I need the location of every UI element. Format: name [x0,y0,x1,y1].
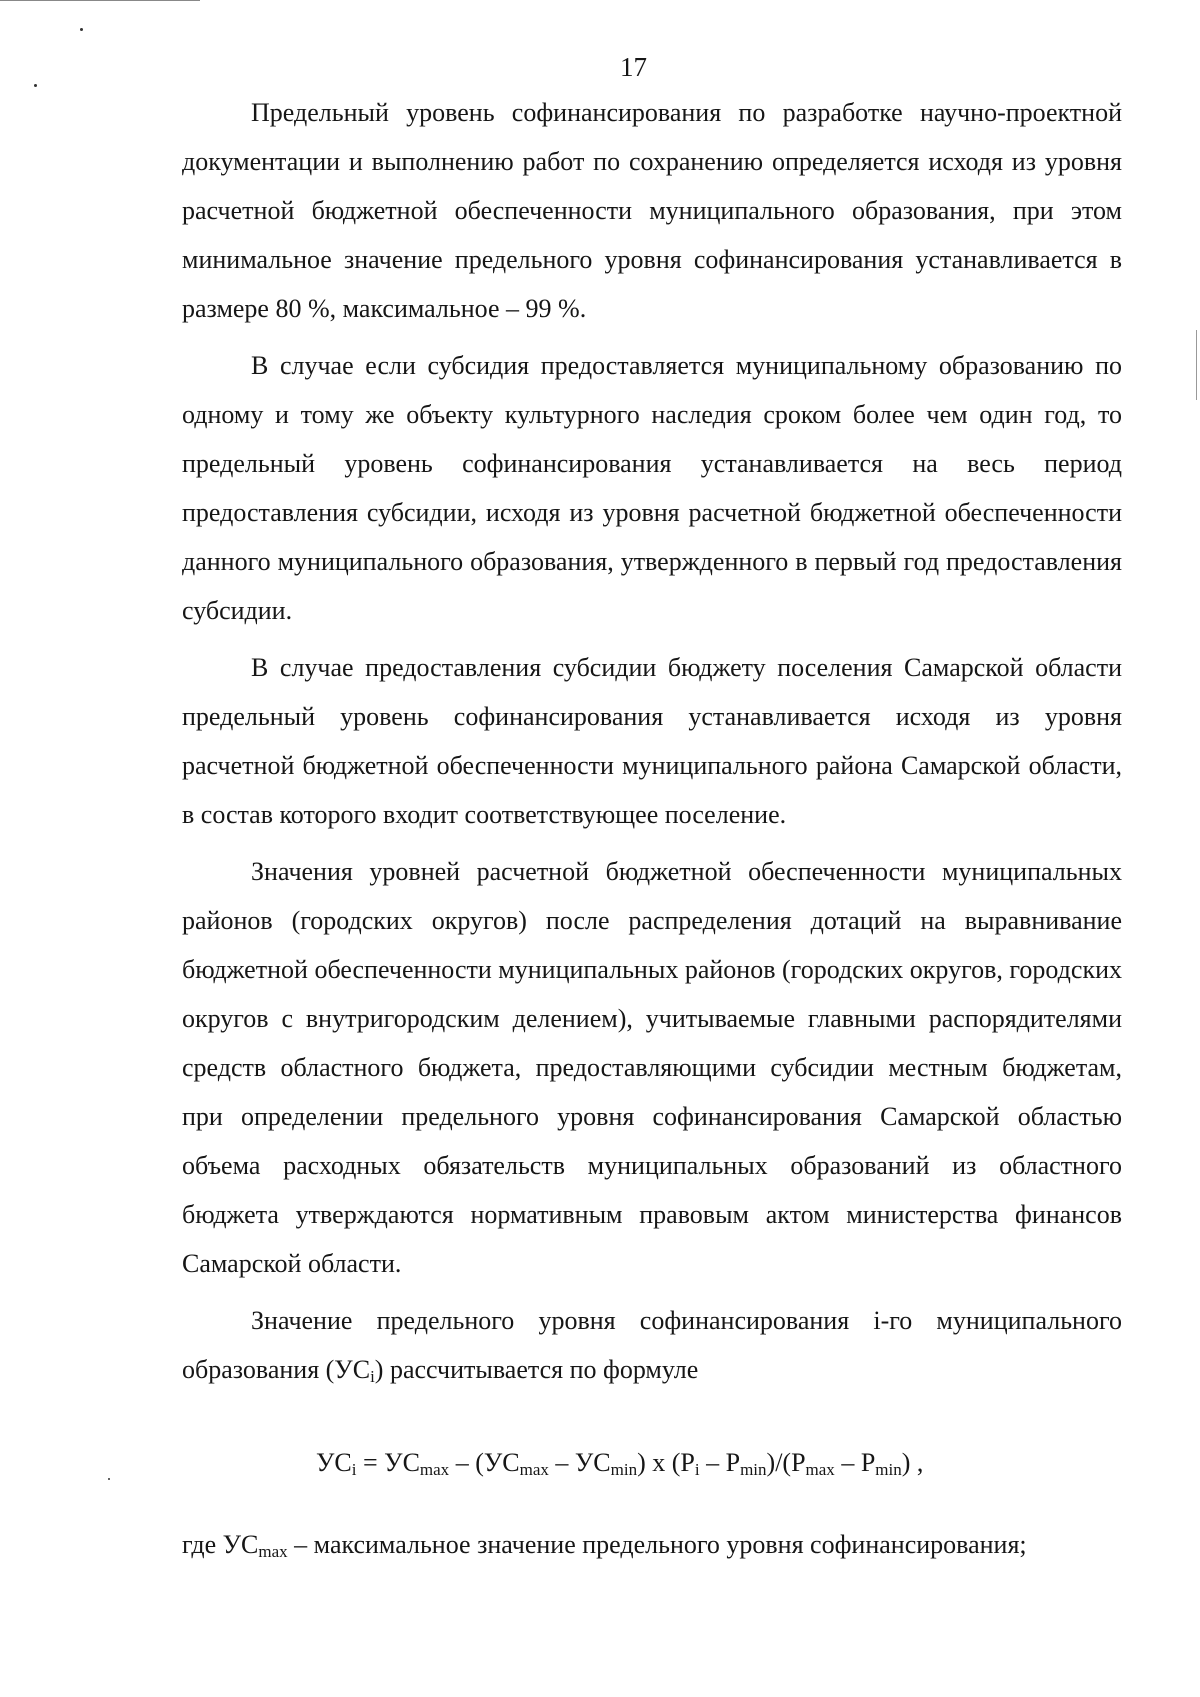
formula-subscript: max [805,1460,835,1479]
formula-term: УС [316,1448,352,1477]
scan-edge-line [0,0,200,1]
formula-subscript: min [740,1460,767,1479]
paragraph-budget-provision-values: Значения уровней расчетной бюджетной обеспеченности муниципальных районов (городских округов) после распределения дотаций на выравнивание бюджетной обеспеченности муниципальных районов (городских округов, городских округов с внутригородским делением), учитываемые главными распорядителями средств областного бюджета, предоставляющими субсидии местным бюджетам, при определении предельного уровня софинансирования Самарской областью объема расходных обязательств муниципальных образований из областного бюджета утверждаются нормативным правовым актом министерства финансов Самарской области. [182,857,1122,1278]
formula-term: ) x (P [637,1448,695,1477]
formula-intro-subscript: i [370,1367,375,1386]
definition-text: – максимальное значение предельного уровня софинансирования; [287,1530,1027,1559]
definition-prefix: где УС [182,1530,259,1559]
formula-term: – УС [548,1448,611,1477]
formula-term: ) , [901,1448,924,1477]
formula-definition [182,1525,1027,1565]
formula-subscript: i [694,1460,700,1479]
paragraph-formula-intro [182,1296,1122,1394]
cofinancing-formula [316,1443,923,1483]
formula-subscript: min [610,1460,638,1479]
formula-term: – (УС [449,1448,520,1477]
formula-intro-text-end: ) рассчитывается по формуле [374,1355,699,1384]
paragraph-cofinancing-limit: Предельный уровень софинансирования по разработке научно-проектной документации и выполнению работ по сохранению определяется исходя из уровня расчетной бюджетной обеспеченности муниципального образования, при этом минимальное значение предельного уровня софинансирования устанавливается в размере 80 %, максимальное – 99 %. [182,98,1122,323]
formula-term: – P [699,1448,741,1477]
definition-subscript: max [258,1542,288,1561]
formula-subscript: max [519,1460,549,1479]
formula-subscript: max [419,1460,450,1479]
formula-term: = [356,1448,385,1477]
scan-speck [108,1478,110,1480]
formula-intro-text: Значение предельного уровня софинансирования i-го муниципального образования (УС [182,1306,1122,1384]
formula-term: )/(P [766,1448,806,1477]
formula-subscript: i [351,1460,357,1479]
paragraph-settlement-subsidy: В случае предоставления субсидии бюджету поселения Самарской области предельный уровень софинансирования устанавливается исходя из уровня расчетной бюджетной обеспеченности муниципального района Самарской области, в состав которого входит соответствующее поселение. [182,653,1122,829]
formula-subscript: min [875,1460,902,1479]
scan-speck [80,28,83,31]
scan-speck [34,84,37,87]
formula-term: – P [834,1448,876,1477]
scan-edge-line [1196,330,1197,400]
paragraph-multi-year-subsidy: В случае если субсидия предоставляется муниципальному образованию по одному и тому же объекту культурного наследия сроком более чем один год, то предельный уровень софинансирования устанавливается на весь период предоставления субсидии, исходя из уровня расчетной бюджетной обеспеченности данного муниципального образования, утвержденного в первый год предоставления субсидии. [182,351,1122,625]
page-number: 17 [620,52,647,82]
formula-term: УС [384,1448,420,1477]
document-body [182,88,1122,1394]
